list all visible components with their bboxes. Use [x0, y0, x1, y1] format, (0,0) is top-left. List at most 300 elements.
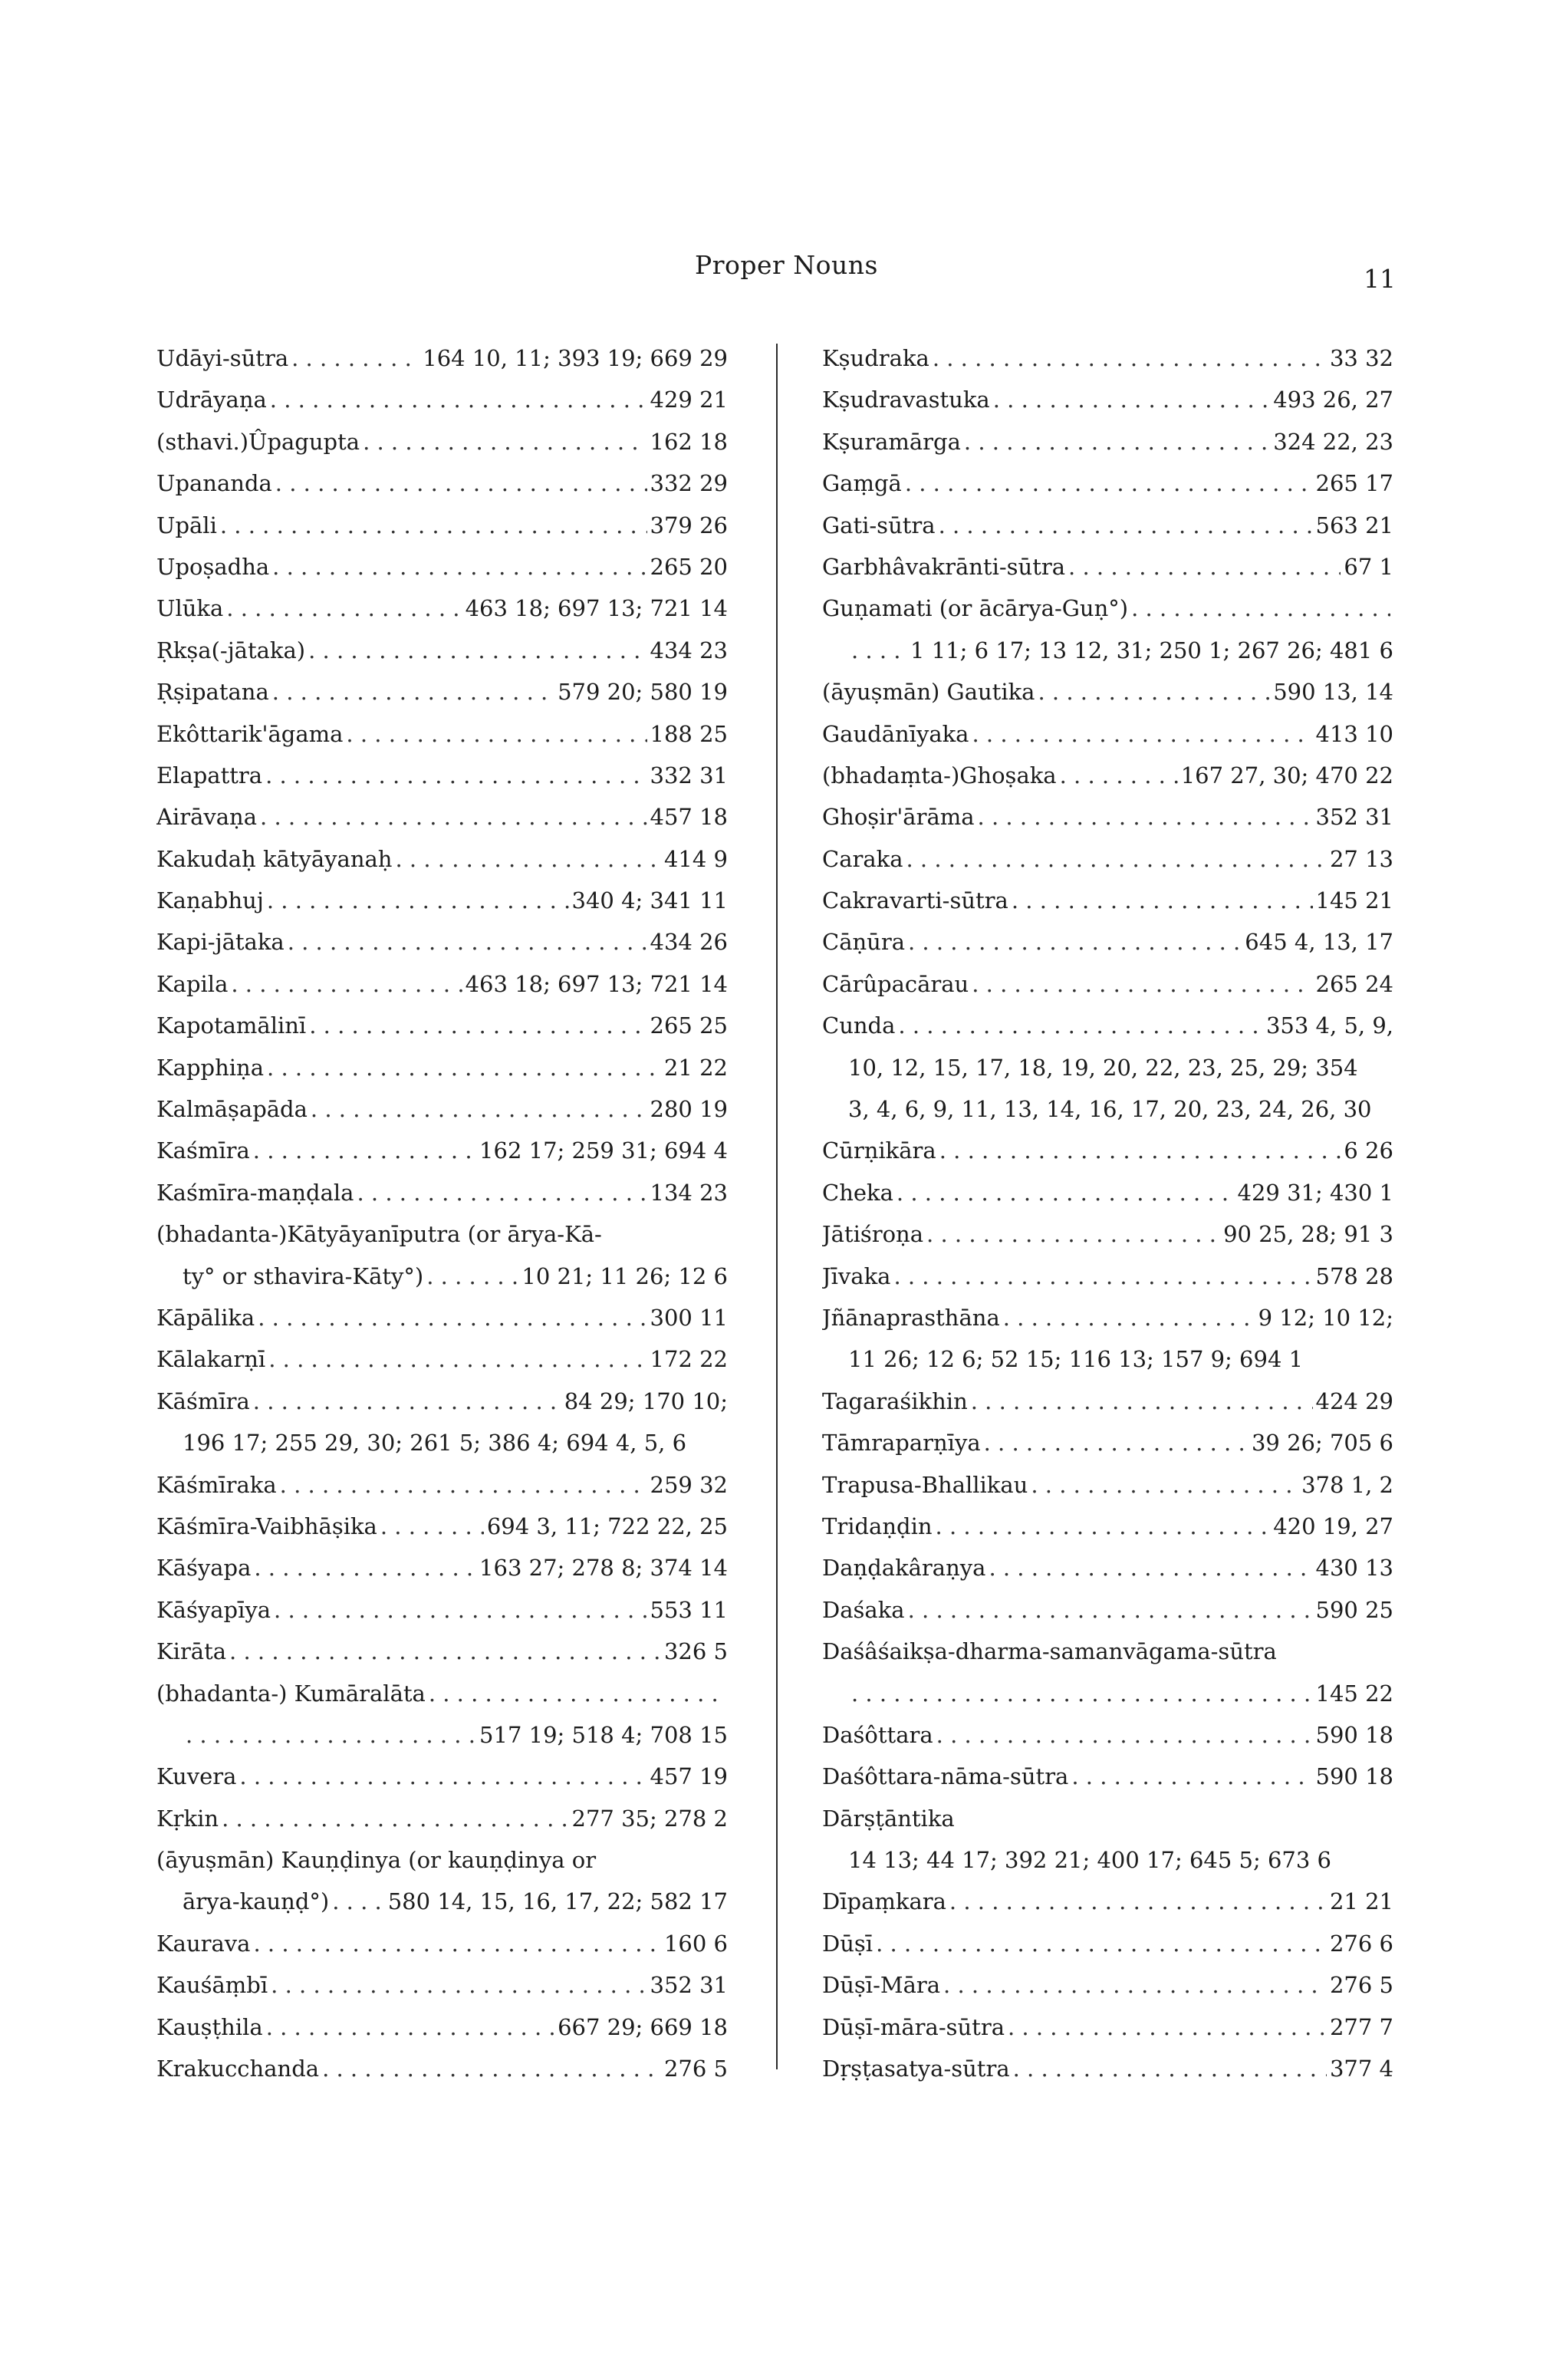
entry-page-refs: 167 27, 30; 470 22 — [1180, 762, 1393, 788]
dot-leader — [346, 713, 646, 755]
dot-leader — [308, 630, 646, 671]
entry-term: Daśaka — [822, 1596, 905, 1623]
entry-page-refs: 162 17; 259 31; 694 4 — [479, 1137, 728, 1164]
entry-term: Cunda — [822, 1012, 896, 1039]
entry-term: Kaurava — [156, 1930, 251, 1957]
index-entry — [156, 421, 728, 463]
entry-page-refs: 493 26, 27 — [1273, 387, 1393, 413]
index-entry-continuation — [156, 1256, 728, 1297]
dot-leader — [265, 755, 646, 796]
entry-term: Kṣudravastuka — [822, 387, 990, 413]
index-entry — [822, 463, 1393, 504]
index-entry — [822, 1756, 1393, 1797]
entry-page-refs: 276 6 — [1329, 1930, 1393, 1957]
entry-term: Upoṣadha — [156, 553, 270, 580]
entry-page-refs: 39 26; 705 6 — [1251, 1430, 1393, 1457]
dot-leader — [253, 1381, 561, 1422]
index-entry — [156, 838, 728, 880]
entry-page-refs: 265 17 — [1315, 470, 1393, 497]
entry-term: Jñānaprasthāna — [822, 1304, 1000, 1331]
dot-leader — [322, 2048, 661, 2089]
index-entry-continuation — [156, 1422, 728, 1463]
entry-term: Cakravarti-sūtra — [822, 887, 1008, 914]
dot-leader — [908, 921, 1242, 963]
entry-term: 11 26; 12 6; 52 15; 116 13; 157 9; 694 1 — [848, 1346, 1304, 1373]
index-entry — [156, 1589, 728, 1631]
index-column-left — [156, 337, 728, 2089]
entry-page-refs: 553 11 — [650, 1596, 728, 1623]
index-entry — [156, 1297, 728, 1338]
entry-page-refs: 145 21 — [1315, 887, 1393, 914]
entry-page-refs: 429 31; 430 1 — [1237, 1179, 1393, 1206]
index-entry — [156, 588, 728, 629]
index-entry — [822, 1589, 1393, 1631]
index-entry — [822, 1464, 1393, 1506]
entry-term: Elapattra — [156, 762, 263, 788]
entry-page-refs: 377 4 — [1329, 2056, 1393, 2082]
entry-page-refs: 424 29 — [1315, 1388, 1393, 1414]
dot-leader — [1003, 1297, 1255, 1338]
dot-leader — [964, 421, 1270, 463]
dot-leader — [1012, 880, 1313, 921]
dot-leader — [993, 379, 1270, 420]
entry-term: Kāśmīra — [156, 1388, 250, 1414]
index-entry-continuation — [156, 1881, 728, 1922]
index-entry — [156, 1338, 728, 1380]
entry-page-refs: 326 5 — [663, 1638, 728, 1665]
dot-leader — [906, 838, 1327, 880]
dot-leader — [989, 1547, 1312, 1588]
index-entry — [156, 1213, 728, 1255]
entry-page-refs: 667 29; 669 18 — [558, 2013, 728, 2040]
dot-leader — [936, 1506, 1271, 1547]
dot-leader — [851, 630, 907, 671]
entry-term: Garbhâvakrānti-sūtra — [822, 553, 1066, 580]
entry-term: Dūṣī-Māra — [822, 1972, 941, 1999]
index-entry — [822, 796, 1393, 838]
index-entry — [822, 1631, 1393, 1672]
entry-term: Kapphiṇa — [156, 1054, 265, 1081]
entry-term: Gaṃgā — [822, 470, 902, 497]
entry-page-refs: 84 29; 170 10; — [564, 1388, 728, 1414]
index-entry — [156, 921, 728, 963]
entry-term: 14 13; 44 17; 392 21; 400 17; 645 5; 673 6 — [848, 1847, 1331, 1874]
dot-leader — [936, 1714, 1313, 1756]
entry-term: Jātiśroṇa — [822, 1221, 924, 1248]
index-entry-continuation — [156, 1714, 728, 1756]
entry-term: Kāpālika — [156, 1304, 255, 1331]
entry-term: Kapotamālinī — [156, 1012, 307, 1039]
entry-page-refs: 352 31 — [1315, 804, 1393, 831]
entry-term: Kuvera — [156, 1763, 237, 1790]
entry-term: Cūrṇikāra — [822, 1137, 936, 1164]
dot-leader — [429, 1673, 725, 1714]
dot-leader — [933, 337, 1327, 379]
entry-term: Kṣuramārga — [822, 428, 961, 455]
entry-page-refs: 164 10, 11; 393 19; 669 29 — [423, 345, 728, 371]
entry-page-refs: 145 22 — [1315, 1680, 1393, 1707]
index-entry — [156, 1547, 728, 1588]
entry-page-refs: 457 19 — [650, 1763, 728, 1790]
entry-page-refs: 590 18 — [1315, 1721, 1393, 1748]
dot-leader — [1131, 588, 1390, 629]
entry-page-refs: 277 35; 278 2 — [571, 1805, 728, 1832]
entry-term: 3, 4, 6, 9, 11, 13, 14, 16, 17, 20, 23, 24, 26, 30 — [848, 1096, 1372, 1123]
index-entry-continuation — [822, 1673, 1393, 1714]
entry-page-refs: 188 25 — [650, 720, 728, 747]
dot-leader — [939, 505, 1313, 546]
dot-leader — [260, 796, 647, 838]
index-entry — [156, 1464, 728, 1506]
index-entry — [822, 755, 1393, 796]
entry-term: Cheka — [822, 1179, 893, 1206]
dot-leader — [253, 1130, 476, 1171]
entry-page-refs: 379 26 — [650, 512, 728, 538]
index-entry — [156, 546, 728, 588]
entry-page-refs: 27 13 — [1329, 845, 1393, 872]
dot-leader — [267, 880, 569, 921]
index-entry — [156, 379, 728, 420]
dot-leader — [226, 588, 462, 629]
entry-term: Ṛkṣa(-jātaka) — [156, 637, 306, 663]
entry-page-refs: 6 26 — [1344, 1137, 1393, 1164]
index-entry — [822, 1547, 1393, 1588]
index-entry — [156, 505, 728, 546]
index-entry — [156, 755, 728, 796]
entry-page-refs: 579 20; 580 19 — [558, 679, 728, 706]
entry-page-refs: 265 20 — [650, 553, 728, 580]
entry-term: Kaśmīra — [156, 1137, 250, 1164]
entry-term: Jīvaka — [822, 1262, 891, 1289]
dot-leader — [984, 1422, 1249, 1463]
dot-leader — [272, 546, 646, 588]
index-entry — [156, 2048, 728, 2089]
entry-page-refs: 517 19; 518 4; 708 15 — [479, 1721, 728, 1748]
entry-page-refs: 332 29 — [650, 470, 728, 497]
dot-leader — [908, 1589, 1313, 1631]
dot-leader — [267, 1047, 661, 1088]
index-entry — [822, 1714, 1393, 1756]
entry-term: (sthavi.)Ûpagupta — [156, 428, 360, 455]
dot-leader — [1013, 2048, 1327, 2089]
entry-page-refs: 21 21 — [1329, 1888, 1393, 1915]
dot-leader — [943, 1964, 1327, 2006]
index-entry-continuation — [822, 630, 1393, 671]
index-entry — [822, 2048, 1393, 2089]
entry-term: Kāśyapīya — [156, 1596, 271, 1623]
entry-term: Ghoṣir'ārāma — [822, 804, 975, 831]
entry-term: Daṇḍakâraṇya — [822, 1555, 986, 1582]
entry-term: Airāvaṇa — [156, 804, 258, 831]
entry-page-refs: 430 13 — [1315, 1555, 1393, 1582]
index-entry — [822, 1881, 1393, 1922]
index-entry — [822, 838, 1393, 880]
entry-page-refs: 90 25, 28; 91 3 — [1223, 1221, 1393, 1248]
entry-page-refs: 160 6 — [663, 1930, 728, 1957]
index-entry-continuation — [822, 1338, 1393, 1380]
dot-leader — [1038, 671, 1270, 713]
index-entry — [156, 1923, 728, 1964]
entry-page-refs: 276 5 — [1329, 1972, 1393, 1999]
index-column-right — [822, 337, 1393, 2089]
dot-leader — [266, 2006, 554, 2048]
entry-term: Guṇamati (or ācārya-Guṇ°) — [822, 595, 1129, 622]
index-entry — [822, 1256, 1393, 1297]
index-entry — [822, 1381, 1393, 1422]
index-entry — [156, 1130, 728, 1171]
dot-leader — [363, 421, 646, 463]
entry-page-refs: 134 23 — [650, 1179, 728, 1206]
dot-leader — [332, 1881, 384, 1922]
entry-term: 196 17; 255 29, 30; 261 5; 386 4; 694 4, 5, 6 — [183, 1430, 687, 1457]
index-entry — [822, 379, 1393, 420]
entry-term: Cārûpacārau — [822, 970, 969, 997]
dot-leader — [898, 1005, 1263, 1046]
entry-page-refs: 259 32 — [650, 1471, 728, 1498]
entry-page-refs: 162 18 — [650, 428, 728, 455]
entry-term: Kāśmīraka — [156, 1471, 277, 1498]
entry-page-refs: 277 7 — [1329, 2013, 1393, 2040]
dot-leader — [231, 963, 462, 1005]
entry-page-refs: 413 10 — [1315, 720, 1393, 747]
entry-page-refs: 563 21 — [1315, 512, 1393, 538]
entry-page-refs: 590 25 — [1315, 1596, 1393, 1623]
entry-term: Ekôttarik'āgama — [156, 720, 344, 747]
entry-term: Daśôttara-nāma-sūtra — [822, 1763, 1069, 1790]
dot-leader — [220, 505, 647, 546]
index-entry — [822, 505, 1393, 546]
dot-leader — [270, 379, 647, 420]
index-entry — [822, 588, 1393, 629]
entry-term: (āyuṣmān) Kauṇḍinya (or kauṇḍinya or — [156, 1847, 597, 1874]
index-entry — [822, 421, 1393, 463]
index-entry — [822, 1005, 1393, 1046]
running-title: Proper Nouns — [695, 250, 878, 280]
entry-term: (bhadanta-) Kumāralāta — [156, 1680, 426, 1707]
dot-leader — [258, 1297, 646, 1338]
entry-page-refs: 414 9 — [663, 845, 728, 872]
dot-leader — [426, 1256, 518, 1297]
index-entry — [156, 1798, 728, 1839]
index-entry — [156, 1172, 728, 1213]
entry-term: Ulūka — [156, 595, 224, 622]
index-entry-continuation — [822, 1839, 1393, 1881]
entry-page-refs: 434 23 — [650, 637, 728, 663]
entry-term: (bhadaṃta-)Ghoṣaka — [822, 762, 1057, 788]
entry-page-refs: 324 22, 23 — [1273, 428, 1393, 455]
entry-term: Gaudānīyaka — [822, 720, 969, 747]
entry-page-refs: 9 12; 10 12; — [1258, 1304, 1393, 1331]
entry-term: Upāli — [156, 512, 217, 538]
entry-term: Kāśmīra-Vaibhāṣika — [156, 1513, 377, 1539]
dot-leader — [1060, 755, 1178, 796]
entry-page-refs: 265 24 — [1315, 970, 1393, 997]
entry-term: Ṛṣipatana — [156, 679, 269, 706]
index-entry — [156, 671, 728, 713]
entry-term: Kāśyapa — [156, 1555, 252, 1582]
dot-leader — [972, 963, 1312, 1005]
index-entry — [156, 1839, 728, 1881]
index-entry — [156, 1756, 728, 1797]
index-entry — [156, 1506, 728, 1547]
entry-term: Krakucchanda — [156, 2056, 320, 2082]
dot-leader — [291, 337, 419, 379]
index-entry — [822, 1422, 1393, 1463]
entry-page-refs: 10 21; 11 26; 12 6 — [521, 1262, 728, 1289]
entry-page-refs: 463 18; 697 13; 721 14 — [465, 595, 728, 622]
index-entry — [822, 1172, 1393, 1213]
dot-leader — [949, 1881, 1327, 1922]
entry-page-refs: 457 18 — [650, 804, 728, 831]
entry-term: ty° or sthavira-Kāty°) — [183, 1262, 424, 1289]
index-entry — [822, 1964, 1393, 2006]
entry-term: Trapusa-Bhallikau — [822, 1471, 1028, 1498]
entry-page-refs: 463 18; 697 13; 721 14 — [465, 970, 728, 997]
dot-leader — [254, 1547, 476, 1588]
entry-term: Dūṣī-māra-sūtra — [822, 2013, 1005, 2040]
index-entry — [156, 1047, 728, 1088]
index-entry — [822, 671, 1393, 713]
entry-term: Gati-sūtra — [822, 512, 936, 538]
dot-leader — [271, 1964, 646, 2006]
entry-page-refs: 590 18 — [1315, 1763, 1393, 1790]
index-entry — [156, 1005, 728, 1046]
dot-leader — [311, 1088, 647, 1130]
entry-term: Daśâśaikṣa-dharma-samanvāgama-sūtra — [822, 1638, 1277, 1665]
entry-term: Kṣudraka — [822, 345, 929, 371]
index-entry — [822, 1213, 1393, 1255]
entry-page-refs: 694 3, 11; 722 22, 25 — [486, 1513, 728, 1539]
dot-leader — [357, 1172, 646, 1213]
entry-term: Kapila — [156, 970, 229, 997]
dot-leader — [1071, 1756, 1312, 1797]
index-entry — [156, 1381, 728, 1422]
entry-page-refs: 340 4; 341 11 — [571, 887, 728, 914]
dot-leader — [978, 796, 1313, 838]
entry-page-refs: 352 31 — [650, 1972, 728, 1999]
entry-page-refs: 420 19, 27 — [1273, 1513, 1393, 1539]
entry-term: Kaṇabhuj — [156, 887, 264, 914]
dot-leader — [876, 1923, 1327, 1964]
index-entry — [822, 1923, 1393, 1964]
entry-term: (bhadanta-)Kātyāyanīputra (or ārya-Kā- — [156, 1221, 602, 1248]
index-entry — [156, 713, 728, 755]
entry-page-refs: 378 1, 2 — [1301, 1471, 1393, 1498]
dot-leader — [1008, 2006, 1327, 2048]
dot-leader — [272, 671, 554, 713]
entry-term: Kakudaḥ kātyāyanaḥ — [156, 845, 393, 872]
column-divider — [776, 344, 778, 2069]
entry-term: Kauṣṭhila — [156, 2013, 263, 2040]
dot-leader — [972, 713, 1312, 755]
index-entry-continuation — [822, 1088, 1393, 1130]
entry-term: Tridaṇḍin — [822, 1513, 933, 1539]
page-header — [0, 250, 1566, 294]
index-entry — [156, 1631, 728, 1672]
entry-term: Tagaraśikhin — [822, 1388, 968, 1414]
index-entry — [822, 1798, 1393, 1839]
dot-leader — [939, 1130, 1341, 1171]
dot-leader — [275, 463, 647, 504]
entry-page-refs: 580 14, 15, 16, 17, 22; 582 17 — [387, 1888, 728, 1915]
entry-page-refs: 33 32 — [1329, 345, 1393, 371]
entry-term: Dārṣṭāntika — [822, 1805, 955, 1832]
dot-leader — [926, 1213, 1220, 1255]
entry-term: Cāṇūra — [822, 929, 905, 956]
entry-term: Kapi-jātaka — [156, 929, 285, 956]
index-entry — [822, 546, 1393, 588]
index-entry — [156, 337, 728, 379]
entry-term: Udrāyaṇa — [156, 387, 267, 413]
dot-leader — [268, 1338, 646, 1380]
entry-page-refs: 172 22 — [650, 1346, 728, 1373]
page-number: 11 — [1364, 264, 1396, 294]
index-entry-continuation — [822, 1047, 1393, 1088]
index-entry — [822, 1506, 1393, 1547]
index-entry — [822, 1130, 1393, 1171]
dot-leader — [905, 463, 1313, 504]
dot-leader — [253, 1923, 661, 1964]
entry-term: Udāyi-sūtra — [156, 345, 289, 371]
index-entry — [156, 1088, 728, 1130]
index-entry — [156, 1964, 728, 2006]
entry-term: Kaśmīra-maṇḍala — [156, 1179, 354, 1206]
index-entry — [822, 337, 1393, 379]
dot-leader — [395, 838, 661, 880]
entry-page-refs: 434 26 — [650, 929, 728, 956]
entry-term: ārya-kauṇḍ°) — [183, 1888, 330, 1915]
entry-term: Dīpaṃkara — [822, 1888, 946, 1915]
dot-leader — [309, 1005, 646, 1046]
index-entry — [156, 880, 728, 921]
index-entry — [822, 963, 1393, 1005]
index-entry — [156, 963, 728, 1005]
dot-leader — [239, 1756, 646, 1797]
entry-term: Kauśāṃbī — [156, 1972, 268, 1999]
entry-term: Upananda — [156, 470, 272, 497]
index-entry — [822, 880, 1393, 921]
entry-page-refs: 578 28 — [1315, 1262, 1393, 1289]
entry-term: Kṛkin — [156, 1805, 219, 1832]
entry-page-refs: 163 27; 278 8; 374 14 — [479, 1555, 728, 1582]
entry-term: Kālakarṇī — [156, 1346, 266, 1373]
entry-page-refs: 332 31 — [650, 762, 728, 788]
entry-term: Tāmraparṇīya — [822, 1430, 981, 1457]
entry-page-refs: 353 4, 5, 9, — [1265, 1012, 1393, 1039]
entry-page-refs: 276 5 — [663, 2056, 728, 2082]
index-entry — [822, 713, 1393, 755]
dot-leader — [897, 1172, 1235, 1213]
entry-page-refs: 590 13, 14 — [1273, 679, 1393, 706]
entry-term: Kirāta — [156, 1638, 227, 1665]
dot-leader — [288, 921, 647, 963]
dot-leader — [1068, 546, 1341, 588]
entry-term: Dṛṣṭasatya-sūtra — [822, 2056, 1010, 2082]
index-entry — [156, 630, 728, 671]
dot-leader — [222, 1798, 568, 1839]
entry-page-refs: 67 1 — [1344, 553, 1393, 580]
entry-term: Daśôttara — [822, 1721, 933, 1748]
dot-leader — [851, 1673, 1313, 1714]
entry-page-refs: 265 25 — [650, 1012, 728, 1039]
index-entry — [156, 796, 728, 838]
entry-term: Kalmāṣapāda — [156, 1096, 308, 1123]
entry-term: (āyuṣmān) Gautika — [822, 679, 1035, 706]
index-entry — [156, 463, 728, 504]
entry-term: Caraka — [822, 845, 903, 872]
dot-leader — [229, 1631, 661, 1672]
dot-leader — [1031, 1464, 1298, 1506]
